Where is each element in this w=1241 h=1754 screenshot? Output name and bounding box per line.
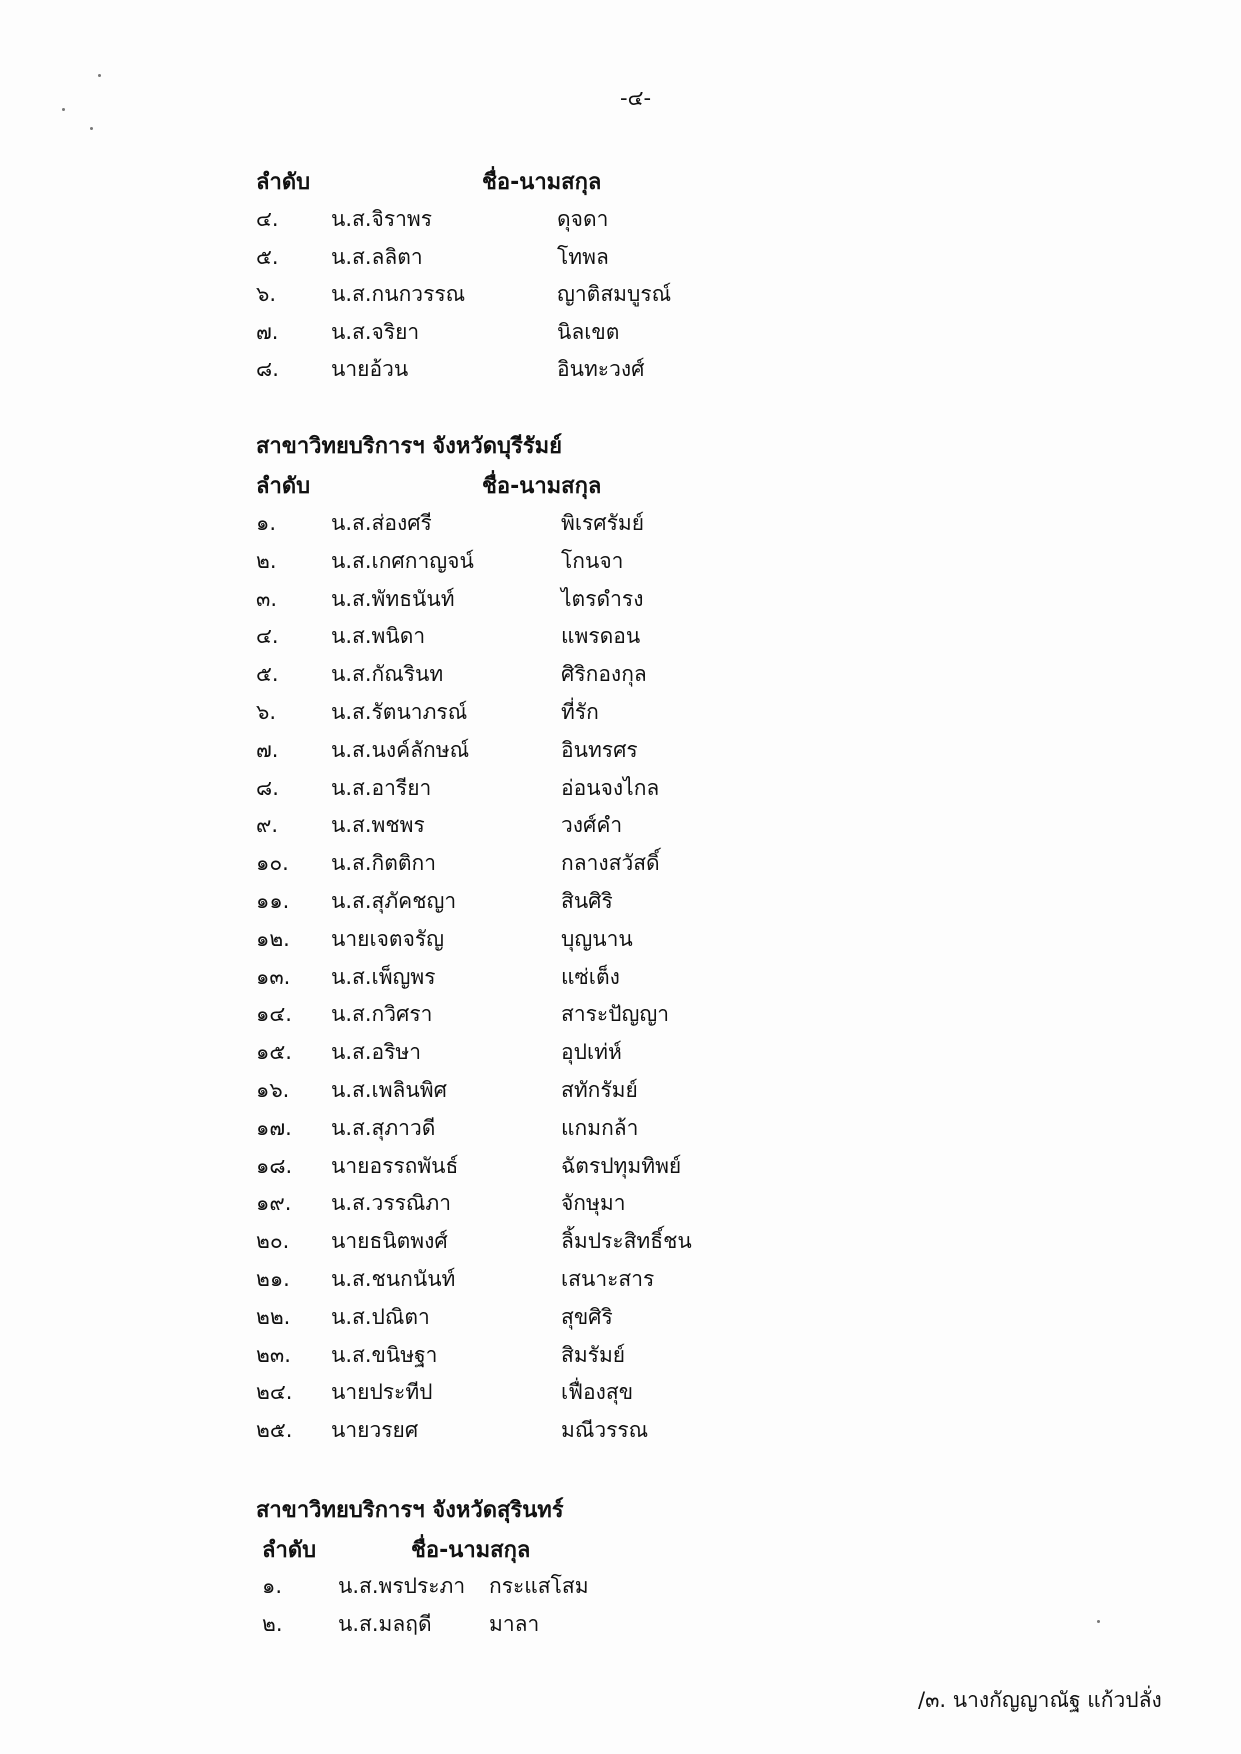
last-name: ฉัตรปทุมทิพย์: [561, 1153, 682, 1178]
row-number: ๗.: [256, 319, 279, 344]
row-number: ๔.: [256, 624, 279, 649]
first-name: น.ส.เกศกาญจน์: [331, 548, 474, 573]
first-name: น.ส.ขนิษฐา: [331, 1342, 438, 1367]
last-name: บุญนาน: [561, 926, 633, 951]
last-name: เฟื่องสุข: [561, 1380, 634, 1405]
last-name: สาระปัญญา: [561, 1002, 670, 1027]
scan-speck: [98, 74, 101, 77]
first-name: น.ส.กนกวรรณ: [331, 282, 466, 306]
row-number: ๑๖.: [256, 1078, 290, 1102]
last-name: จักษุมา: [561, 1191, 626, 1216]
first-name: น.ส.พชพร: [331, 813, 425, 838]
first-name: น.ส.กัณรินท: [331, 662, 444, 687]
last-name: อุปเท่ห์: [561, 1040, 622, 1065]
section-title-surin: สาขาวิทยบริการฯ จังหวัดสุรินทร์: [256, 1498, 564, 1523]
column-header-name: ชื่อ-นามสกุล: [411, 1538, 531, 1563]
row-number: ๑๓.: [256, 964, 291, 989]
row-number: ๕.: [256, 244, 279, 269]
row-number: ๒.: [262, 1611, 283, 1636]
first-name: น.ส.ส่องศรี: [331, 511, 432, 535]
row-number: ๑.: [262, 1574, 283, 1598]
last-name: สุขศิริ: [561, 1304, 613, 1329]
row-number: ๒๓.: [256, 1342, 291, 1367]
last-name: สิมรัมย์: [561, 1342, 626, 1367]
first-name: น.ส.มลฤดี: [338, 1611, 432, 1636]
last-name: มาลา: [489, 1611, 540, 1636]
first-name: นายวรยศ: [331, 1418, 419, 1443]
row-number: ๑๐.: [256, 851, 289, 876]
last-name: นิลเขต: [557, 319, 620, 344]
first-name: น.ส.อริษา: [331, 1040, 422, 1065]
scan-speck: [90, 127, 93, 130]
first-name: น.ส.รัตนาภรณ์: [331, 700, 468, 724]
first-name: น.ส.วรรณิภา: [331, 1191, 451, 1216]
row-number: ๑๗.: [256, 1115, 292, 1140]
row-number: ๑๔.: [256, 1002, 292, 1027]
row-number: ๓.: [256, 586, 278, 611]
row-number: ๘.: [256, 357, 279, 381]
row-number: ๑.: [256, 511, 277, 535]
row-number: ๒๔.: [256, 1380, 293, 1405]
row-number: ๒๑.: [256, 1267, 290, 1291]
last-name: พิเรศรัมย์: [561, 511, 645, 535]
first-name: นายประทีป: [331, 1380, 433, 1405]
first-name: นายเจตจรัญ: [331, 926, 445, 951]
column-header-order: ลำดับ: [256, 170, 311, 195]
row-number: ๒๕.: [256, 1418, 293, 1443]
last-name: ญาติสมบูรณ์: [557, 282, 672, 306]
last-name: เสนาะสาร: [561, 1267, 655, 1291]
last-name: กระแสโสม: [489, 1574, 589, 1598]
first-name: น.ส.ปณิตา: [331, 1304, 430, 1329]
row-number: ๑๕.: [256, 1040, 292, 1065]
row-number: ๖.: [256, 282, 277, 306]
first-name: น.ส.เพลินพิศ: [331, 1078, 447, 1102]
last-name: โทพล: [557, 244, 609, 269]
column-header-name: ชื่อ-นามสกุล: [482, 474, 602, 499]
first-name: น.ส.จริยา: [331, 319, 420, 344]
column-header-name: ชื่อ-นามสกุล: [482, 170, 602, 195]
last-name: ดุจดา: [557, 207, 609, 231]
first-name: น.ส.สุภัคชญา: [331, 889, 457, 913]
column-header-order: ลำดับ: [262, 1538, 317, 1563]
first-name: น.ส.พัทธนันท์: [331, 586, 455, 611]
row-number: ๖.: [256, 700, 277, 724]
last-name: อินทรศร: [561, 737, 638, 762]
first-name: น.ส.จิราพร: [331, 207, 433, 231]
scan-speck: [1097, 1620, 1100, 1623]
last-name: อินทะวงศ์: [557, 357, 645, 381]
first-name: น.ส.สุภาวดี: [331, 1115, 436, 1140]
row-number: ๑๘.: [256, 1153, 293, 1178]
last-name: กลางสวัสดิ์: [561, 851, 660, 876]
section-title-buriram: สาขาวิทยบริการฯ จังหวัดบุรีรัมย์: [256, 434, 562, 459]
first-name: น.ส.ลลิตา: [331, 244, 423, 269]
row-number: ๑๑.: [256, 889, 290, 913]
first-name: น.ส.กวิศรา: [331, 1002, 433, 1027]
row-number: ๔.: [256, 207, 279, 231]
row-number: ๙.: [256, 813, 279, 838]
last-name: วงศ์คำ: [561, 813, 623, 838]
first-name: นายอ้วน: [331, 357, 409, 381]
first-name: น.ส.พนิดา: [331, 624, 426, 649]
row-number: ๒.: [256, 548, 277, 573]
last-name: โกนจา: [561, 548, 624, 573]
scan-speck: [62, 108, 65, 111]
last-name: แกมกล้า: [561, 1115, 639, 1140]
last-name: ลิ้มประสิทธิ์ชน: [561, 1229, 692, 1254]
row-number: ๑๙.: [256, 1191, 292, 1216]
last-name: ศิริกองกุล: [561, 662, 647, 687]
first-name: น.ส.อารียา: [331, 775, 432, 800]
first-name: น.ส.กิตติกา: [331, 851, 437, 876]
last-name: สทักรัมย์: [561, 1078, 638, 1102]
last-name: ที่รัก: [561, 700, 599, 724]
column-header-order: ลำดับ: [256, 474, 311, 499]
row-number: ๒๒.: [256, 1304, 291, 1329]
row-number: ๗.: [256, 737, 279, 762]
last-name: สินศิริ: [561, 889, 613, 913]
last-name: อ่อนจงไกล: [561, 775, 660, 800]
row-number: ๑๒.: [256, 926, 290, 951]
row-number: ๘.: [256, 775, 279, 800]
page-number: -๔-: [620, 86, 652, 110]
row-number: ๕.: [256, 662, 279, 687]
row-number: ๒๐.: [256, 1229, 290, 1254]
first-name: น.ส.ชนกนันท์: [331, 1267, 456, 1291]
first-name: น.ส.พรประภา: [338, 1574, 466, 1598]
last-name: ไตรดำรง: [561, 586, 644, 611]
last-name: แพรดอน: [561, 624, 641, 649]
first-name: นายอรรถพันธ์: [331, 1153, 459, 1178]
last-name: แซ่เต็ง: [561, 964, 620, 989]
first-name: นายธนิตพงศ์: [331, 1229, 448, 1254]
last-name: มณีวรรณ: [561, 1418, 649, 1443]
continuation-footer: /๓. นางกัญญาณัฐ แก้วปลั่ง: [918, 1688, 1162, 1712]
first-name: น.ส.นงค์ลักษณ์: [331, 737, 470, 762]
first-name: น.ส.เพ็ญพร: [331, 964, 436, 989]
